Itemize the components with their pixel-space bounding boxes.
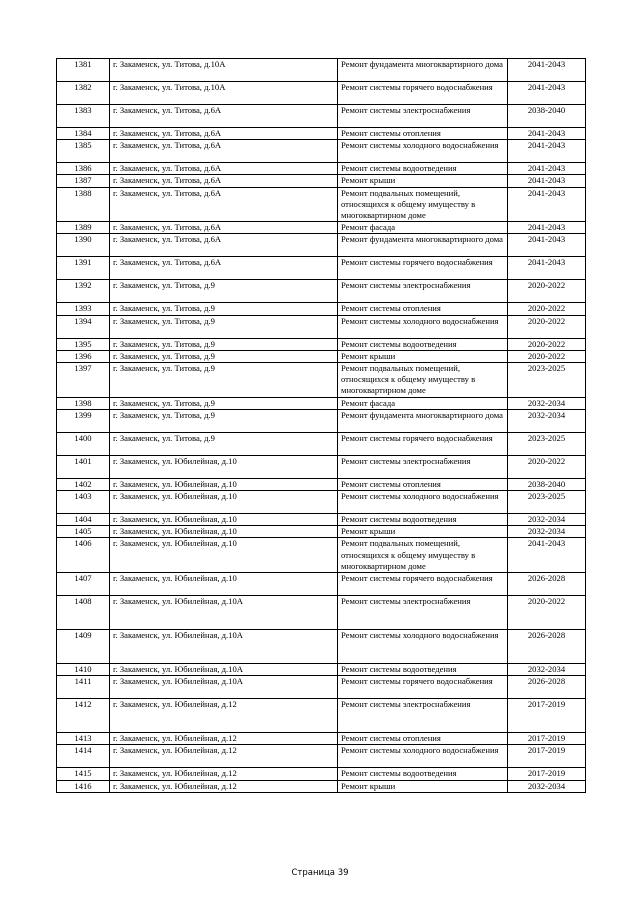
period-cell: 2041-2043 bbox=[508, 222, 586, 234]
table-row bbox=[57, 257, 586, 280]
table-row bbox=[57, 745, 586, 768]
period-cell: 2032-2034 bbox=[508, 514, 586, 526]
period-cell: 2041-2043 bbox=[508, 257, 586, 280]
address-cell: г. Закаменск, ул. Титова, д.6А bbox=[110, 140, 338, 163]
address-cell: г. Закаменск, ул. Титова, д.9 bbox=[110, 363, 338, 398]
period-cell: 2041-2043 bbox=[508, 538, 586, 573]
table-row bbox=[57, 573, 586, 596]
address-cell: г. Закаменск, ул. Юбилейная, д.10А bbox=[110, 630, 338, 664]
row-number: 1401 bbox=[57, 455, 110, 478]
table-row bbox=[57, 526, 586, 538]
work-type-cell: Ремонт фасада bbox=[338, 222, 508, 234]
table-row bbox=[57, 455, 586, 478]
period-cell: 2041-2043 bbox=[508, 163, 586, 175]
work-type-cell: Ремонт фундамента многоквартирного дома bbox=[338, 234, 508, 257]
work-type-cell: Ремонт системы горячего водоснабжения bbox=[338, 676, 508, 699]
period-cell: 2041-2043 bbox=[508, 234, 586, 257]
table-row bbox=[57, 338, 586, 350]
work-type-cell: Ремонт системы водоотведения bbox=[338, 768, 508, 780]
address-cell: г. Закаменск, ул. Юбилейная, д.10А bbox=[110, 676, 338, 699]
address-cell: г. Закаменск, ул. Юбилейная, д.10А bbox=[110, 664, 338, 676]
row-number: 1413 bbox=[57, 733, 110, 745]
table-row bbox=[57, 432, 586, 455]
work-type-cell: Ремонт системы электроснабжения bbox=[338, 280, 508, 303]
address-cell: г. Закаменск, ул. Титова, д.6А bbox=[110, 175, 338, 187]
table-row bbox=[57, 676, 586, 699]
table-row bbox=[57, 363, 586, 398]
work-type-cell: Ремонт системы холодного водоснабжения bbox=[338, 630, 508, 664]
row-number: 1404 bbox=[57, 514, 110, 526]
period-cell: 2020-2022 bbox=[508, 596, 586, 630]
table-row bbox=[57, 315, 586, 338]
row-number: 1385 bbox=[57, 140, 110, 163]
period-cell: 2020-2022 bbox=[508, 350, 586, 362]
row-number: 1395 bbox=[57, 338, 110, 350]
address-cell: г. Закаменск, ул. Юбилейная, д.10 bbox=[110, 455, 338, 478]
row-number: 1394 bbox=[57, 315, 110, 338]
work-type-cell: Ремонт системы электроснабжения bbox=[338, 455, 508, 478]
work-type-cell: Ремонт системы отопления bbox=[338, 128, 508, 140]
address-cell: г. Закаменск, ул. Юбилейная, д.12 bbox=[110, 733, 338, 745]
address-cell: г. Закаменск, ул. Титова, д.6А bbox=[110, 163, 338, 175]
table-row bbox=[57, 82, 586, 105]
period-cell: 2041-2043 bbox=[508, 187, 586, 222]
row-number: 1410 bbox=[57, 664, 110, 676]
address-cell: г. Закаменск, ул. Титова, д.6А bbox=[110, 257, 338, 280]
table-row bbox=[57, 140, 586, 163]
period-cell: 2038-2040 bbox=[508, 478, 586, 490]
table-row bbox=[57, 350, 586, 362]
row-number: 1386 bbox=[57, 163, 110, 175]
address-cell: г. Закаменск, ул. Юбилейная, д.10 bbox=[110, 573, 338, 596]
period-cell: 2020-2022 bbox=[508, 455, 586, 478]
address-cell: г. Закаменск, ул. Юбилейная, д.12 bbox=[110, 699, 338, 733]
work-type-cell: Ремонт системы отопления bbox=[338, 733, 508, 745]
address-cell: г. Закаменск, ул. Титова, д.10А bbox=[110, 59, 338, 82]
table-row bbox=[57, 397, 586, 409]
period-cell: 2017-2019 bbox=[508, 699, 586, 733]
row-number: 1397 bbox=[57, 363, 110, 398]
row-number: 1388 bbox=[57, 187, 110, 222]
address-cell: г. Закаменск, ул. Титова, д.9 bbox=[110, 338, 338, 350]
row-number: 1414 bbox=[57, 745, 110, 768]
work-type-cell: Ремонт системы отопления bbox=[338, 303, 508, 315]
table-row bbox=[57, 699, 586, 733]
work-type-cell: Ремонт подвальных помещений, относящихся к общему имуществу в многоквартирном доме bbox=[338, 538, 508, 573]
table-row bbox=[57, 733, 586, 745]
row-number: 1402 bbox=[57, 478, 110, 490]
work-type-cell: Ремонт системы горячего водоснабжения bbox=[338, 573, 508, 596]
row-number: 1393 bbox=[57, 303, 110, 315]
address-cell: г. Закаменск, ул. Титова, д.9 bbox=[110, 315, 338, 338]
work-type-cell: Ремонт системы электроснабжения bbox=[338, 596, 508, 630]
period-cell: 2020-2022 bbox=[508, 303, 586, 315]
table-row bbox=[57, 596, 586, 630]
table-row bbox=[57, 780, 586, 792]
period-cell: 2032-2034 bbox=[508, 397, 586, 409]
period-cell: 2041-2043 bbox=[508, 128, 586, 140]
period-cell: 2026-2028 bbox=[508, 676, 586, 699]
row-number: 1398 bbox=[57, 397, 110, 409]
table-row bbox=[57, 768, 586, 780]
table-row bbox=[57, 59, 586, 82]
row-number: 1415 bbox=[57, 768, 110, 780]
work-type-cell: Ремонт подвальных помещений, относящихся к общему имуществу в многоквартирном доме bbox=[338, 187, 508, 222]
table-row bbox=[57, 630, 586, 664]
row-number: 1416 bbox=[57, 780, 110, 792]
period-cell: 2032-2034 bbox=[508, 780, 586, 792]
address-cell: г. Закаменск, ул. Титова, д.6А bbox=[110, 222, 338, 234]
address-cell: г. Закаменск, ул. Юбилейная, д.10 bbox=[110, 526, 338, 538]
table-row bbox=[57, 163, 586, 175]
address-cell: г. Закаменск, ул. Титова, д.6А bbox=[110, 234, 338, 257]
address-cell: г. Закаменск, ул. Титова, д.9 bbox=[110, 409, 338, 432]
address-cell: г. Закаменск, ул. Юбилейная, д.12 bbox=[110, 745, 338, 768]
work-type-cell: Ремонт системы электроснабжения bbox=[338, 105, 508, 128]
period-cell: 2041-2043 bbox=[508, 175, 586, 187]
address-cell: г. Закаменск, ул. Титова, д.9 bbox=[110, 432, 338, 455]
row-number: 1392 bbox=[57, 280, 110, 303]
table-row bbox=[57, 478, 586, 490]
address-cell: г. Закаменск, ул. Титова, д.9 bbox=[110, 397, 338, 409]
table-row bbox=[57, 222, 586, 234]
work-type-cell: Ремонт крыши bbox=[338, 175, 508, 187]
row-number: 1396 bbox=[57, 350, 110, 362]
period-cell: 2041-2043 bbox=[508, 140, 586, 163]
table-row bbox=[57, 409, 586, 432]
period-cell: 2038-2040 bbox=[508, 105, 586, 128]
row-number: 1406 bbox=[57, 538, 110, 573]
work-type-cell: Ремонт системы холодного водоснабжения bbox=[338, 315, 508, 338]
period-cell: 2020-2022 bbox=[508, 315, 586, 338]
address-cell: г. Закаменск, ул. Титова, д.6А bbox=[110, 105, 338, 128]
work-type-cell: Ремонт фундамента многоквартирного дома bbox=[338, 409, 508, 432]
work-type-cell: Ремонт фундамента многоквартирного дома bbox=[338, 59, 508, 82]
table-row bbox=[57, 664, 586, 676]
table-row bbox=[57, 187, 586, 222]
address-cell: г. Закаменск, ул. Титова, д.10А bbox=[110, 82, 338, 105]
page-number: Страница 39 bbox=[291, 868, 349, 878]
work-type-cell: Ремонт системы горячего водоснабжения bbox=[338, 257, 508, 280]
period-cell: 2026-2028 bbox=[508, 630, 586, 664]
period-cell: 2032-2034 bbox=[508, 409, 586, 432]
period-cell: 2023-2025 bbox=[508, 432, 586, 455]
address-cell: г. Закаменск, ул. Юбилейная, д.10 bbox=[110, 491, 338, 514]
row-number: 1384 bbox=[57, 128, 110, 140]
address-cell: г. Закаменск, ул. Титова, д.9 bbox=[110, 350, 338, 362]
work-type-cell: Ремонт фасада bbox=[338, 397, 508, 409]
table-row bbox=[57, 491, 586, 514]
row-number: 1403 bbox=[57, 491, 110, 514]
period-cell: 2041-2043 bbox=[508, 59, 586, 82]
table-row bbox=[57, 538, 586, 573]
address-cell: г. Закаменск, ул. Юбилейная, д.10 bbox=[110, 514, 338, 526]
work-type-cell: Ремонт подвальных помещений, относящихся к общему имуществу в многоквартирном доме bbox=[338, 363, 508, 398]
row-number: 1390 bbox=[57, 234, 110, 257]
work-type-cell: Ремонт системы отопления bbox=[338, 478, 508, 490]
table-row bbox=[57, 234, 586, 257]
row-number: 1405 bbox=[57, 526, 110, 538]
work-type-cell: Ремонт системы водоотведения bbox=[338, 514, 508, 526]
address-cell: г. Закаменск, ул. Юбилейная, д.10 bbox=[110, 538, 338, 573]
table-row bbox=[57, 280, 586, 303]
work-type-cell: Ремонт системы холодного водоснабжения bbox=[338, 140, 508, 163]
work-type-cell: Ремонт системы водоотведения bbox=[338, 338, 508, 350]
period-cell: 2017-2019 bbox=[508, 745, 586, 768]
work-type-cell: Ремонт системы водоотведения bbox=[338, 163, 508, 175]
period-cell: 2017-2019 bbox=[508, 733, 586, 745]
table-row bbox=[57, 303, 586, 315]
table-row bbox=[57, 514, 586, 526]
row-number: 1382 bbox=[57, 82, 110, 105]
period-cell: 2041-2043 bbox=[508, 82, 586, 105]
address-cell: г. Закаменск, ул. Титова, д.9 bbox=[110, 280, 338, 303]
work-type-cell: Ремонт системы горячего водоснабжения bbox=[338, 82, 508, 105]
period-cell: 2020-2022 bbox=[508, 338, 586, 350]
address-cell: г. Закаменск, ул. Юбилейная, д.10А bbox=[110, 596, 338, 630]
row-number: 1412 bbox=[57, 699, 110, 733]
address-cell: г. Закаменск, ул. Титова, д.9 bbox=[110, 303, 338, 315]
repair-schedule-table bbox=[56, 58, 586, 793]
work-type-cell: Ремонт крыши bbox=[338, 350, 508, 362]
address-cell: г. Закаменск, ул. Титова, д.6А bbox=[110, 187, 338, 222]
period-cell: 2023-2025 bbox=[508, 491, 586, 514]
row-number: 1407 bbox=[57, 573, 110, 596]
row-number: 1411 bbox=[57, 676, 110, 699]
period-cell: 2032-2034 bbox=[508, 664, 586, 676]
row-number: 1387 bbox=[57, 175, 110, 187]
table-body bbox=[57, 59, 586, 793]
work-type-cell: Ремонт системы холодного водоснабжения bbox=[338, 491, 508, 514]
row-number: 1399 bbox=[57, 409, 110, 432]
period-cell: 2017-2019 bbox=[508, 768, 586, 780]
work-type-cell: Ремонт системы водоотведения bbox=[338, 664, 508, 676]
address-cell: г. Закаменск, ул. Юбилейная, д.10 bbox=[110, 478, 338, 490]
address-cell: г. Закаменск, ул. Юбилейная, д.12 bbox=[110, 780, 338, 792]
period-cell: 2023-2025 bbox=[508, 363, 586, 398]
address-cell: г. Закаменск, ул. Юбилейная, д.12 bbox=[110, 768, 338, 780]
row-number: 1389 bbox=[57, 222, 110, 234]
work-type-cell: Ремонт системы холодного водоснабжения bbox=[338, 745, 508, 768]
row-number: 1383 bbox=[57, 105, 110, 128]
work-type-cell: Ремонт крыши bbox=[338, 526, 508, 538]
period-cell: 2032-2034 bbox=[508, 526, 586, 538]
work-type-cell: Ремонт системы электроснабжения bbox=[338, 699, 508, 733]
period-cell: 2026-2028 bbox=[508, 573, 586, 596]
table-row bbox=[57, 105, 586, 128]
address-cell: г. Закаменск, ул. Титова, д.6А bbox=[110, 128, 338, 140]
row-number: 1381 bbox=[57, 59, 110, 82]
table-row bbox=[57, 175, 586, 187]
work-type-cell: Ремонт крыши bbox=[338, 780, 508, 792]
row-number: 1391 bbox=[57, 257, 110, 280]
period-cell: 2020-2022 bbox=[508, 280, 586, 303]
work-type-cell: Ремонт системы горячего водоснабжения bbox=[338, 432, 508, 455]
table-row bbox=[57, 128, 586, 140]
row-number: 1400 bbox=[57, 432, 110, 455]
row-number: 1408 bbox=[57, 596, 110, 630]
row-number: 1409 bbox=[57, 630, 110, 664]
